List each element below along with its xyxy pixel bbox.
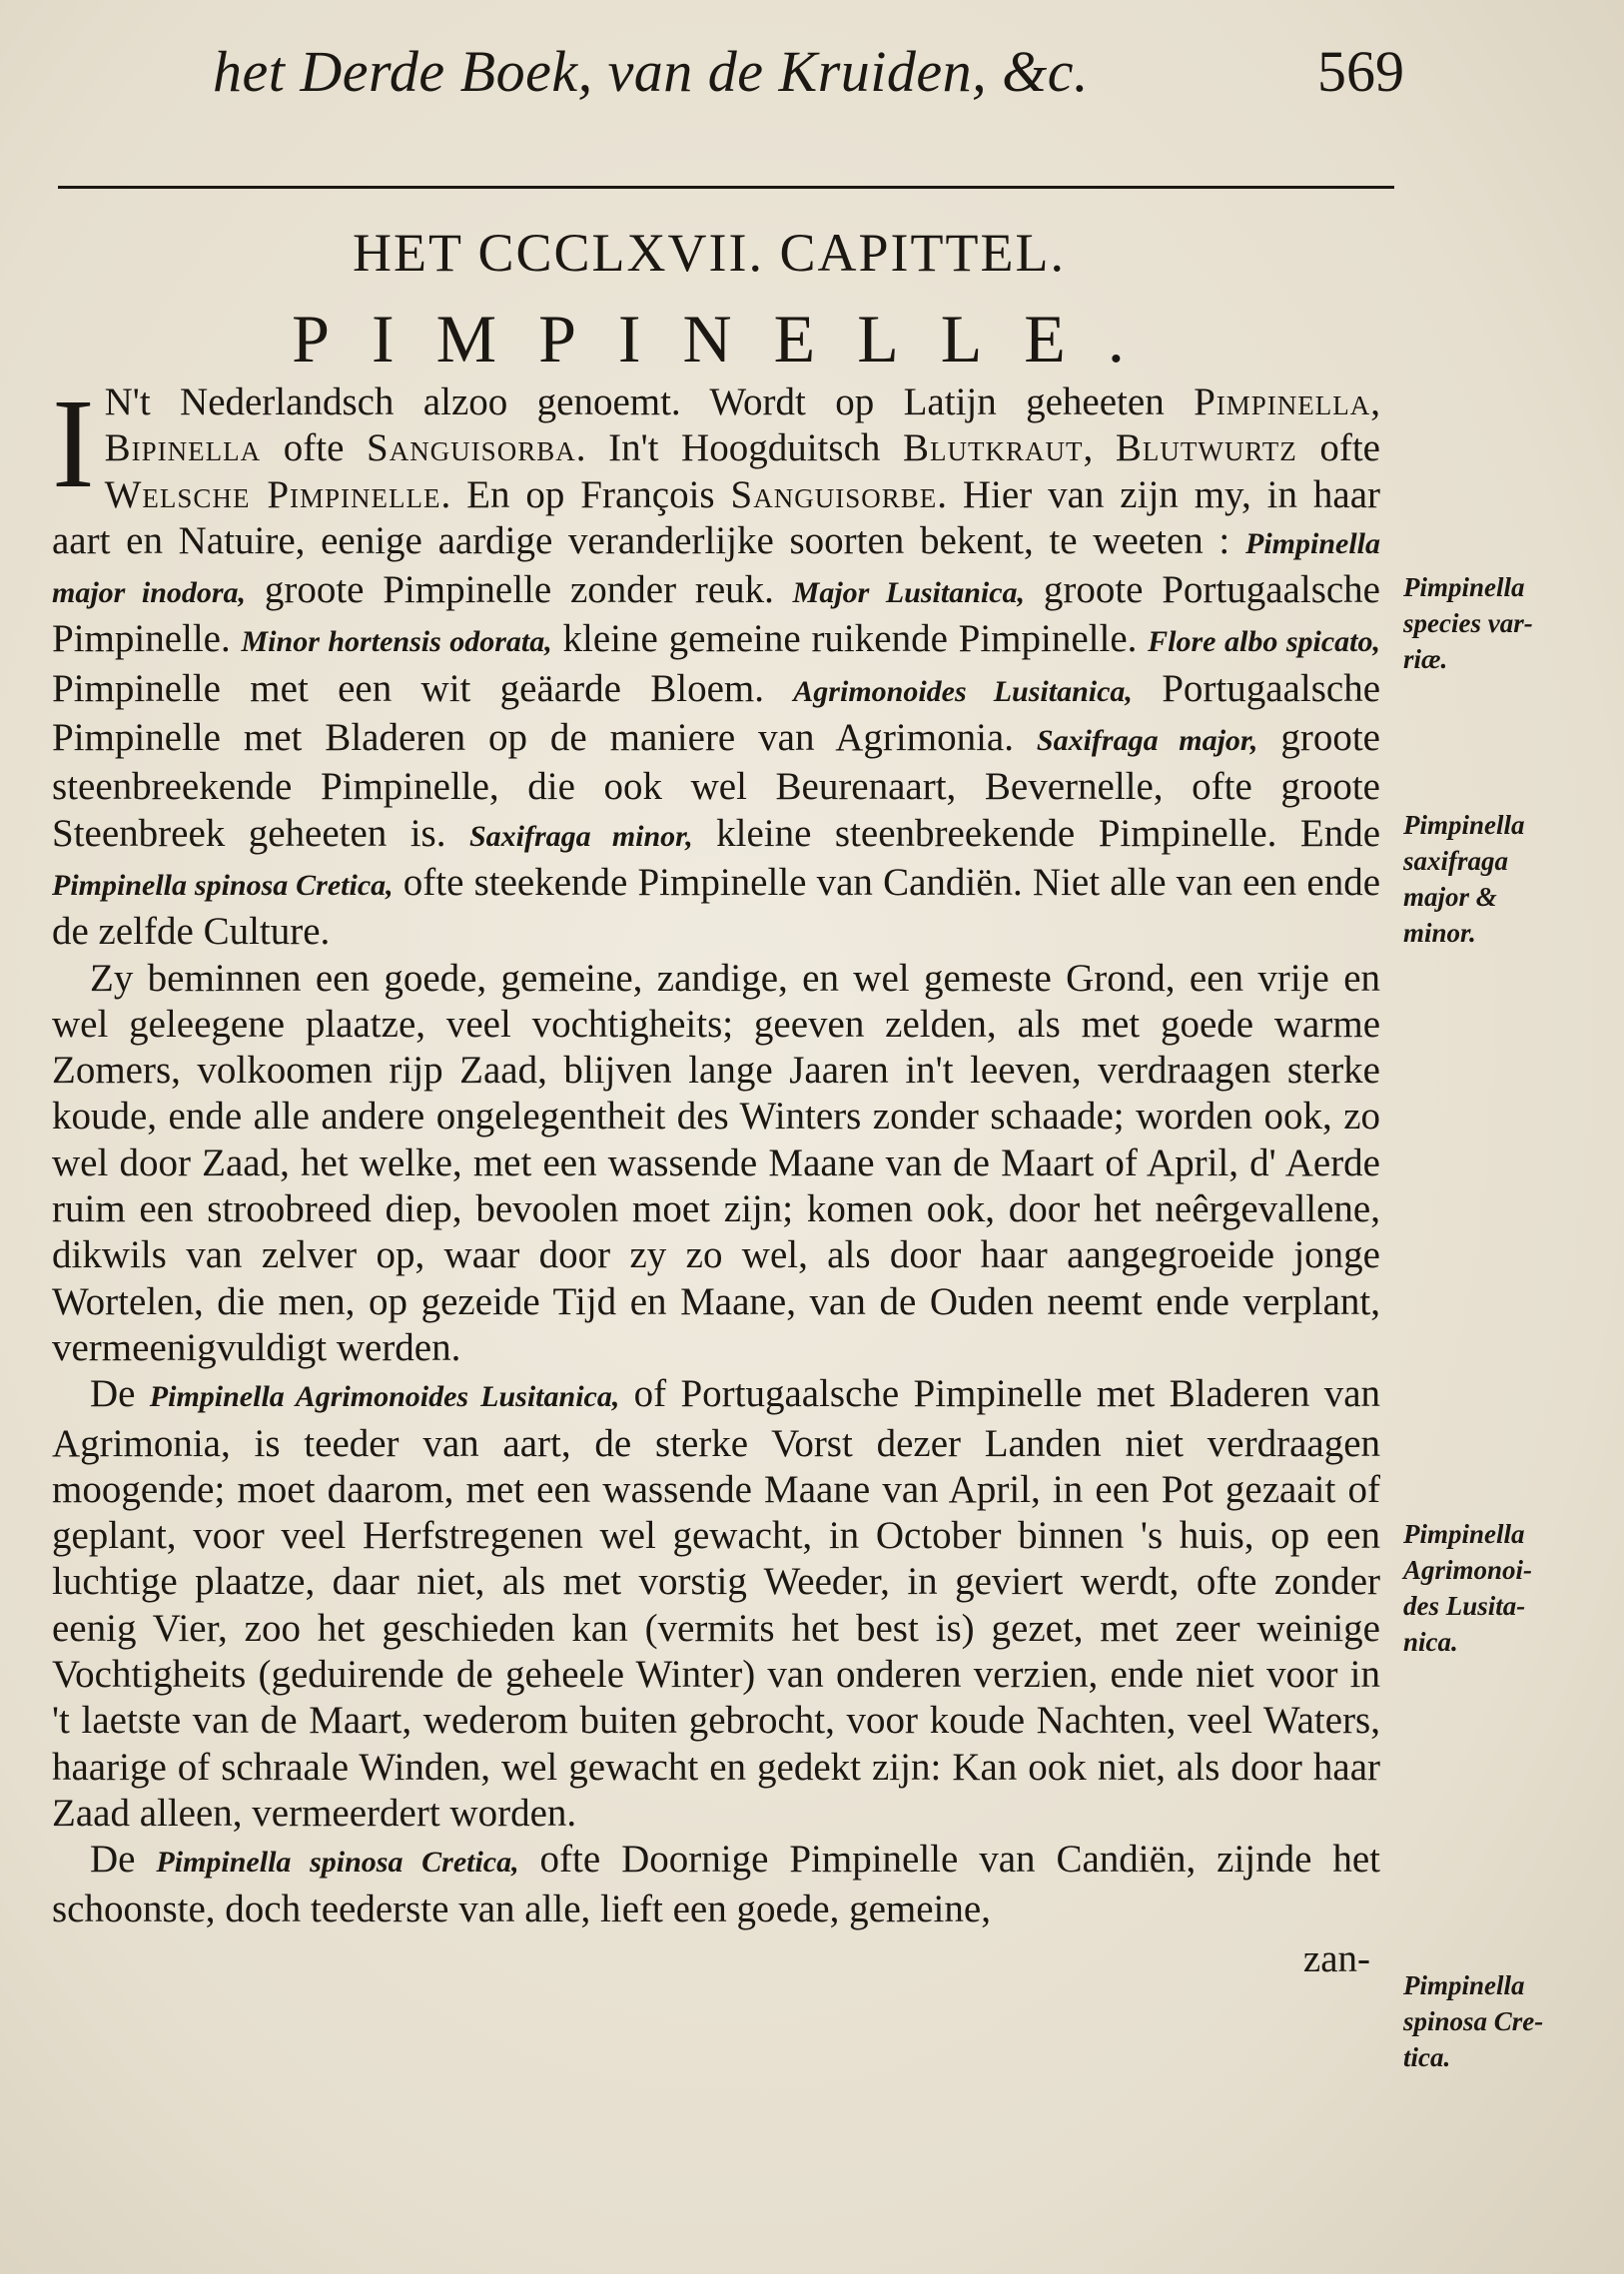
sidenote-line: spinosa Cre-	[1403, 2006, 1544, 2036]
german-name: Blutwurtz	[1115, 426, 1297, 470]
body-text	[52, 373, 1381, 1982]
sidenote-line: des Lusita-	[1403, 1591, 1526, 1621]
species-name: Agrimonoides Lusitanica,	[793, 674, 1133, 708]
latin-name: Bipinella	[104, 426, 262, 470]
sidenote-line: Pimpinella	[1403, 810, 1525, 840]
sidenote-line: saxifraga	[1403, 846, 1509, 876]
species-name: Pimpinella major inodora,	[52, 526, 1380, 610]
species-name: Major Lusitanica,	[792, 576, 1026, 610]
chapter-title: HET CCCLXVII. CAPITTEL.	[353, 223, 1066, 283]
paragraph-4	[52, 1837, 1380, 1932]
sidenote-line: major &	[1403, 882, 1497, 912]
text-run: Portugaalsche Pimpinelle met Bladeren op de maniere van Agrimonia.	[52, 666, 1381, 760]
species-name: Minor hortensis odorata,	[241, 625, 552, 659]
text-run: groote steenbreekende Pimpinelle, die ook wel Beurenaart, Bevernelle, ofte groote Steenbreek geheeten is.	[52, 716, 1380, 855]
text-run: . In't Hoogduitsch	[575, 426, 903, 470]
text-run: N't Nederlandsch alzoo genoemt. Wordt op Latijn geheeten	[104, 380, 1195, 423]
running-head: het Derde Boek, van de Kruiden, &c.	[213, 39, 1090, 104]
text-run: De	[90, 1372, 150, 1416]
sidenote-line: Pimpinella	[1403, 1970, 1525, 2000]
paragraph-1	[52, 373, 1381, 956]
text-run: Pimpinelle met een wit geäarde Bloem.	[52, 666, 794, 710]
sidenote-saxifraga	[1403, 807, 1603, 951]
text-run: De	[90, 1838, 157, 1882]
sidenote-line: Pimpinella	[1403, 572, 1525, 602]
text-run: groote Portugaalsche Pimpinelle.	[52, 568, 1380, 661]
sidenote-line: tica.	[1403, 2042, 1451, 2072]
plant-title: PIMPINELLE.	[292, 301, 1167, 377]
sidenote-agrimonoides	[1403, 1516, 1603, 1660]
text-run: ,	[1370, 380, 1380, 423]
sidenote-spinosa	[1403, 1967, 1603, 2075]
sidenote-species	[1403, 569, 1603, 677]
sidenote-line: species var-	[1403, 608, 1533, 638]
text-run: ofte Doornige Pimpinelle van Candiën, zijnde het schoonste, doch teederste van alle, lieft een goede, gemeine,	[52, 1838, 1380, 1930]
latin-name: Sanguisorba	[367, 426, 576, 470]
species-name: Pimpinella spinosa Cretica,	[156, 1846, 519, 1880]
page-number: 569	[1317, 39, 1404, 104]
species-name: Pimpinella Agrimonoides Lusitanica,	[149, 1380, 620, 1414]
text-run: ofte	[1296, 426, 1380, 470]
french-name: Sanguisorbe	[730, 472, 938, 516]
species-name: Flore albo spicato,	[1148, 625, 1380, 659]
text-run: kleine steenbreekende Pimpinelle. Ende	[692, 811, 1381, 855]
species-name: Saxifraga minor,	[468, 819, 693, 853]
text-run: of Portugaalsche Pimpinelle met Bladeren van Agrimonia, is teeder van aart, de sterke Vorst dezer Landen niet verdraagen moogende; moet daarom, met een wassende Maane van April, in een Pot gezaait of geplant, voor veel Herfstregenen wel gewacht, in October binnen 's huis, op een luchtige plaatze, daar niet, als met vorstig Weeder, in geviert werdt, ofte zonder eenig Vier, zoo het geschieden kan (vermits het best is) gezet, met zeer weinige Vochtigheits (geduirende de geheele Winter) van onderen verzien, ende niet voor in 't laetste van de Maart, wederom buiten gebrocht, voor koude Nachten, veel Waters, haarige of schraale Winden, wel gewacht en gedekt zijn: Kan ook niet, als door haar Zaad alleen, vermeerdert worden.	[52, 1372, 1380, 1835]
species-name: Saxifraga major,	[1036, 724, 1258, 758]
sidenote-line: Agrimonoi-	[1403, 1555, 1533, 1585]
page-header	[58, 28, 1404, 108]
sidenote-line: Pimpinella	[1403, 1519, 1525, 1549]
german-name: Welsche Pimpinelle	[104, 472, 441, 516]
text-run: ,	[1083, 426, 1116, 470]
paragraph-3	[52, 1371, 1380, 1837]
text-run: ofte steekende Pimpinelle van Candiën. Niet alle van een ende de zelfde Culture.	[52, 860, 1381, 954]
text-run: groote Pimpinelle zonder reuk.	[246, 568, 793, 612]
text-run: . En op François	[440, 472, 731, 516]
sidenote-line: nica.	[1403, 1627, 1458, 1657]
drop-cap: I	[52, 373, 95, 514]
catchword: zan-	[1302, 1936, 1370, 1980]
text-run: . Hier van zijn my, in haar aart en Natuire, eenige aardige veranderlijke soorten bekent, te weeten :	[52, 472, 1380, 562]
german-name: Blutkraut	[903, 426, 1084, 470]
text-run: kleine gemeine ruikende Pimpinelle.	[551, 617, 1149, 661]
text-run: ofte	[261, 426, 367, 470]
species-name: Pimpinella spinosa Cretica,	[52, 868, 394, 902]
paragraph-2: Zy beminnen een goede, gemeine, zandige, en wel gemeste Grond, een vrije en wel geleegene plaatze, veel vochtigheits; geeven zelden, als met goede warme Zomers, volkoomen rijp Zaad, blijven lange Jaaren in't leeven, verdraagen sterke koude, ende alle andere ongelegentheit des Winters zonder schaade; worden ook, zo wel door Zaad, het welke, met een wassende Maane van de Maart of April, d' Aerde ruim een stroobreed diep, bevoolen moet zijn; komen ook, door het neêrgevallene, dikwils van zelver op, waar door zy zo wel, als door haar aangegroeide jonge Wortelen, die men, op gezeide Tijd en Maane, van de Ouden neemt ende verplant, vermeenigvuldigt werden.	[52, 956, 1380, 1369]
latin-name: Pimpinella	[1194, 380, 1371, 423]
sidenote-line: riæ.	[1403, 644, 1448, 674]
header-rule	[58, 186, 1394, 189]
sidenote-line: minor.	[1403, 918, 1476, 948]
